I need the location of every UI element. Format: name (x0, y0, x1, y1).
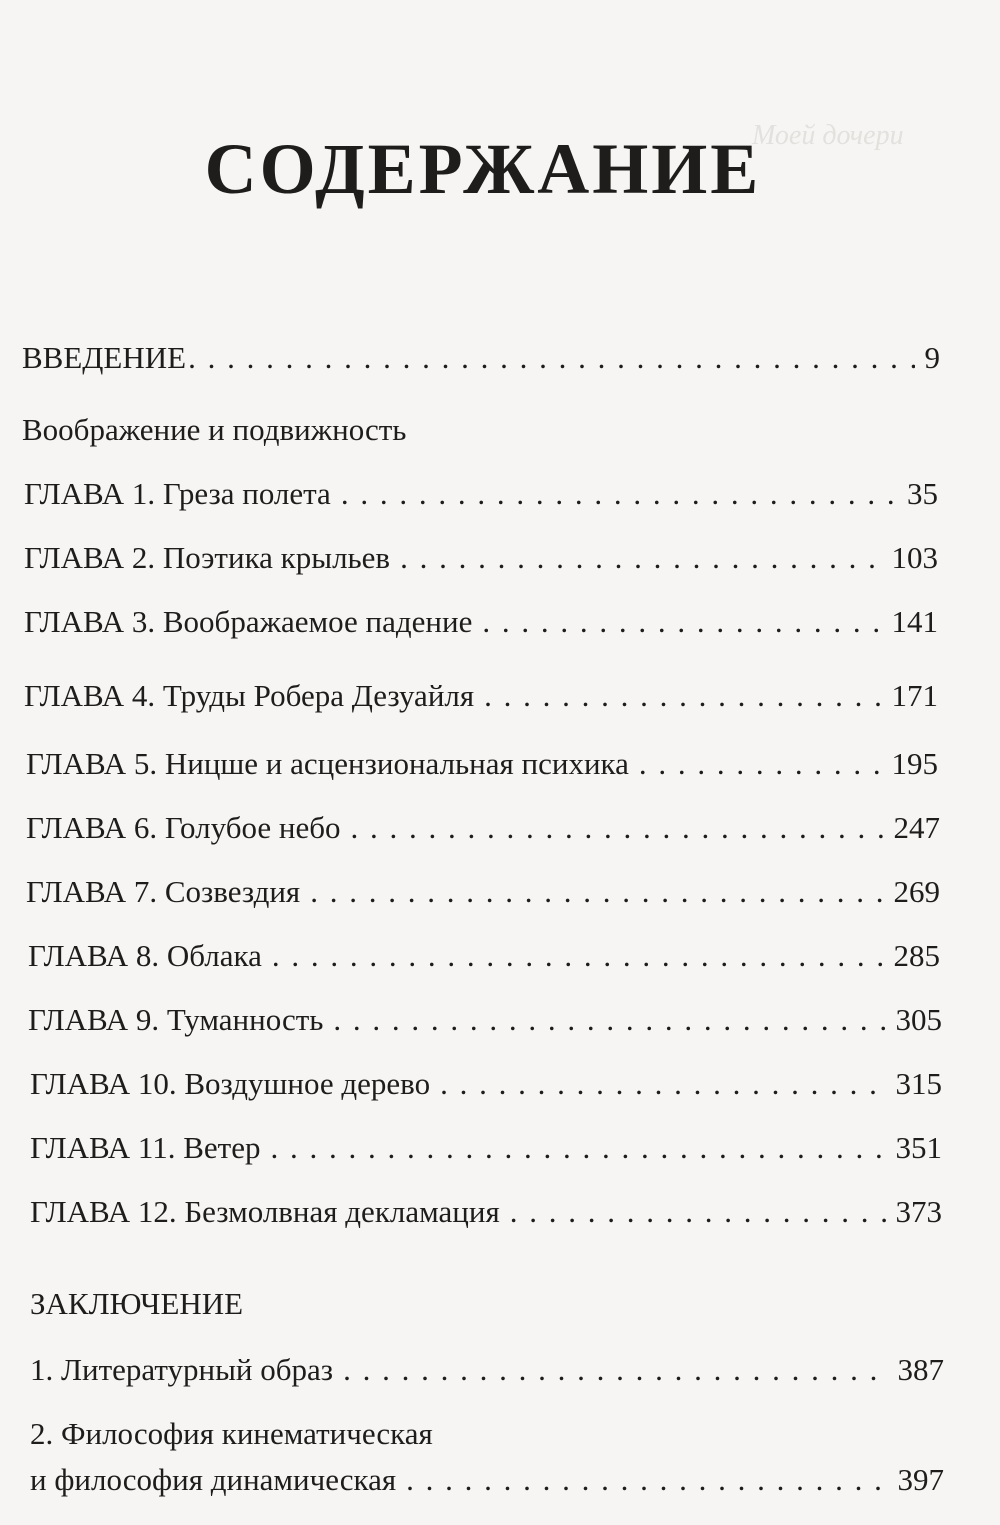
dot-leader (333, 1000, 885, 1040)
toc-entry-chapter-5[interactable] (26, 744, 938, 784)
toc-entry-page: 305 (895, 1002, 942, 1037)
toc-entry-chapter-6[interactable] (26, 808, 940, 848)
toc-entry-chapter-11[interactable] (30, 1128, 942, 1168)
dot-leader (343, 1350, 887, 1390)
toc-entry-page: 387 (897, 1352, 944, 1387)
bleed-through-dedication: Моей дочери (752, 120, 904, 151)
dot-leader (188, 338, 914, 378)
dot-leader (482, 602, 881, 642)
conclusion-title: ЗАКЛЮЧЕНИЕ (30, 1286, 244, 1321)
toc-entry-conclusion-1[interactable] (30, 1350, 944, 1390)
toc-entry-label: ГЛАВА 2. Поэтика крыльев (24, 540, 391, 575)
toc-entry-conclusion-2-line1[interactable]: 2. Философия кинематическая (30, 1416, 433, 1451)
dot-leader (341, 474, 897, 514)
toc-entry-chapter-8[interactable] (28, 936, 940, 976)
dot-leader (484, 676, 881, 716)
dot-leader (400, 538, 881, 578)
toc-entry-conclusion-2[interactable] (30, 1460, 944, 1500)
toc-entry-chapter-3[interactable] (24, 602, 938, 642)
toc-entry-label: ГЛАВА 3. Воображаемое падение (24, 604, 473, 639)
toc-entry-label: ГЛАВА 9. Туманность (28, 1002, 324, 1037)
toc-entry-chapter-12[interactable] (30, 1192, 942, 1232)
toc-entry-label: и философия динамическая (30, 1462, 397, 1497)
toc-entry-label: ГЛАВА 6. Голубое небо (26, 810, 341, 845)
toc-entry-page: 141 (891, 604, 938, 639)
toc-entry-page: 351 (895, 1130, 942, 1165)
dot-leader (639, 744, 882, 784)
toc-entry-page: 269 (893, 874, 940, 909)
toc-entry-label: ГЛАВА 8. Облака (28, 938, 262, 973)
dot-leader (510, 1192, 886, 1232)
toc-entry-label: ГЛАВА 4. Труды Робера Дезуайля (24, 678, 475, 713)
toc-entry-chapter-9[interactable] (28, 1000, 942, 1040)
toc-entry-label: ГЛАВА 12. Безмолвная декламация (30, 1194, 500, 1229)
toc-entry-page: 195 (891, 746, 938, 781)
toc-entry-label: ГЛАВА 5. Ницше и асцензиональная психика (26, 746, 629, 781)
dot-leader (406, 1460, 887, 1500)
toc-entry-chapter-10[interactable] (30, 1064, 942, 1104)
toc-entry-page: 103 (891, 540, 938, 575)
toc-entry-page: 9 (924, 340, 940, 375)
toc-entry-introduction[interactable] (22, 338, 940, 378)
toc-entry-page: 247 (893, 810, 940, 845)
page-title: СОДЕРЖАНИЕ (204, 129, 762, 209)
toc-entry-page: 171 (891, 678, 938, 713)
toc-entry-chapter-7[interactable] (26, 872, 940, 912)
toc-entry-label: ВВЕДЕНИЕ (22, 340, 187, 375)
toc-entry-label: 1. Литературный образ (30, 1352, 334, 1387)
toc-entry-label: ГЛАВА 11. Ветер (30, 1130, 261, 1165)
dot-leader (270, 1128, 885, 1168)
dot-leader (440, 1064, 885, 1104)
toc-entry-label: ГЛАВА 1. Греза полета (24, 476, 331, 511)
toc-entry-chapter-1[interactable] (24, 474, 938, 514)
toc-entry-page: 315 (895, 1066, 942, 1101)
toc-entry-label: ГЛАВА 7. Созвездия (26, 874, 301, 909)
dot-leader (310, 872, 883, 912)
toc-entry-label: ГЛАВА 10. Воздушное дерево (30, 1066, 431, 1101)
dot-leader (272, 936, 884, 976)
toc-entry-page: 285 (893, 938, 940, 973)
toc-entry-page: 373 (895, 1194, 942, 1229)
dot-leader (351, 808, 884, 848)
toc-entry-chapter-4[interactable] (24, 676, 938, 716)
section-title: Воображение и подвижность (22, 412, 407, 447)
toc-entry-page: 35 (907, 476, 938, 511)
toc-entry-page: 397 (897, 1462, 944, 1497)
toc-entry-chapter-2[interactable] (24, 538, 938, 578)
